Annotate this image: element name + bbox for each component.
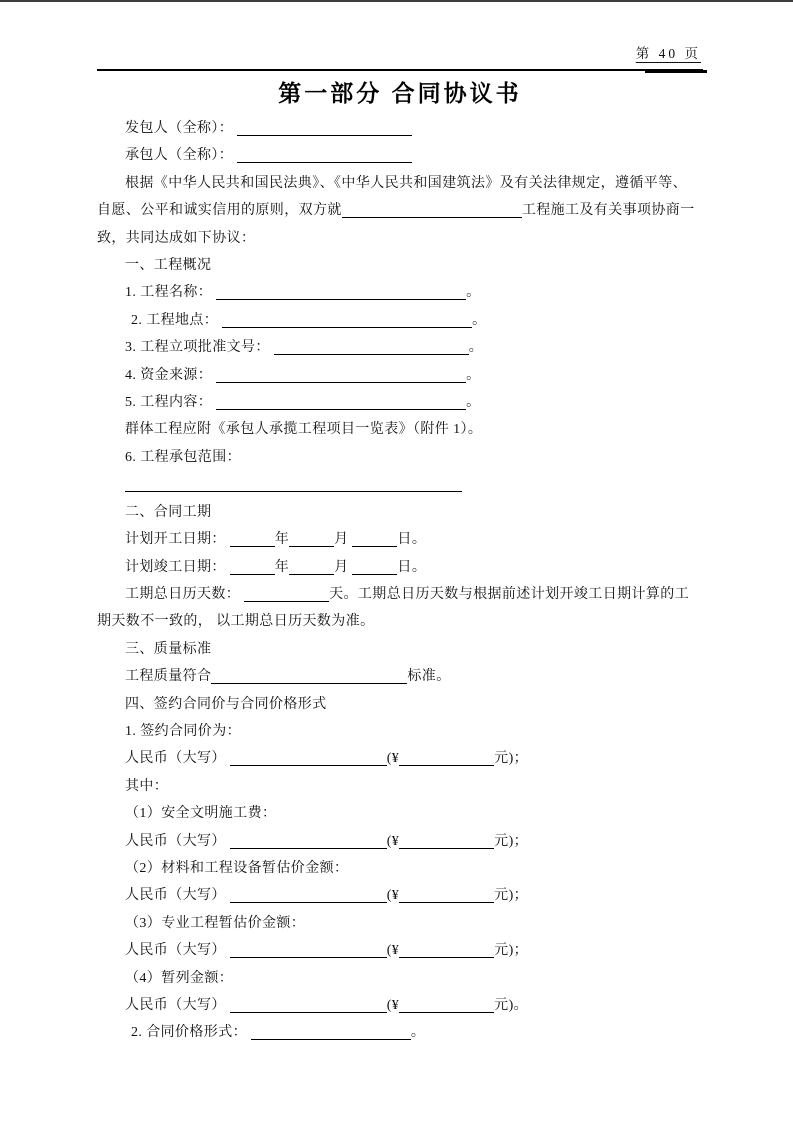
page-header (97, 2, 703, 71)
text-segment: 。 (468, 340, 484, 356)
text-segment: 。 (472, 312, 487, 328)
blank-field (230, 944, 387, 958)
text-segment: 4. 资金来源： (125, 367, 217, 383)
page-number-underline-bar (645, 70, 707, 73)
document-line (97, 800, 703, 827)
text-segment: 工程质量符合 (125, 669, 212, 685)
document-line (97, 115, 703, 142)
text-segment: 6. 工程承包范围： (125, 449, 241, 465)
text-segment: 元)； (494, 888, 529, 904)
document-line (97, 252, 703, 279)
blank-field (342, 204, 522, 218)
document-line (97, 444, 703, 471)
blank-field (352, 561, 397, 575)
text-segment: 三、质量标准 (125, 641, 212, 657)
blank-field (352, 533, 397, 547)
blank-field (399, 835, 494, 849)
document-line (97, 142, 703, 169)
text-segment: 四、签约合同价与合同价格形式 (125, 696, 327, 712)
blank-field (216, 396, 466, 410)
text-segment: （2）材料和工程设备暂估价金额： (125, 860, 349, 876)
document-line (97, 1019, 703, 1046)
document-line (97, 362, 703, 389)
blank-field (251, 1026, 411, 1040)
text-segment: 。 (466, 367, 481, 383)
document-line (97, 828, 703, 855)
blank-field (230, 533, 275, 547)
document-line (97, 910, 703, 937)
blank-field (230, 999, 387, 1013)
document-line (97, 581, 703, 636)
text-segment: 年 (274, 559, 290, 575)
document-line (97, 389, 703, 416)
text-segment: (¥ (386, 943, 400, 959)
text-segment: 5. 工程内容： (125, 395, 217, 411)
text-segment: 人民币（大写） (125, 998, 230, 1013)
text-segment: 人民币（大写） (125, 751, 230, 767)
text-segment: 人民币（大写） (125, 888, 230, 904)
text-segment: 工程施工及有关事项协商一致，共同达成如下协议： (97, 203, 695, 246)
text-segment: 其中： (125, 778, 169, 794)
text-segment: (¥ (386, 998, 400, 1013)
text-segment: 一、工程概况 (125, 258, 212, 274)
document-line (97, 471, 703, 498)
text-segment: （3）专业工程暂估价金额： (125, 915, 306, 931)
text-segment: 群体工程应附《承包人承揽工程项目一览表》（附件 1）。 (125, 422, 483, 438)
text-segment: 承包人（全称）： (125, 148, 238, 164)
text-segment: 。 (466, 285, 481, 301)
text-segment: 元)； (494, 751, 529, 767)
page-number-container (97, 46, 703, 69)
document-line (97, 636, 703, 663)
text-segment: 元)； (494, 943, 529, 959)
text-segment: (¥ (386, 833, 400, 849)
document-line (97, 499, 703, 526)
text-segment: 发包人（全称）： (125, 121, 238, 136)
text-segment: 根据《中华人民共和国民法典》、《中华人民共和国建筑法》及有关法律规定，遵循平等、 自愿、公平和诚实信用的原则，双方就 (97, 175, 687, 219)
text-segment: （4）暂列金额： (125, 970, 234, 986)
blank-field (237, 149, 412, 163)
document-line (97, 937, 703, 964)
text-segment: 月 (334, 559, 353, 575)
document-line (97, 992, 703, 1019)
blank-field (230, 561, 275, 575)
document-line (97, 773, 703, 800)
text-segment: 。 (410, 1025, 426, 1041)
blank-field (222, 314, 472, 328)
text-segment: 月 (334, 532, 353, 548)
document-line (97, 334, 703, 361)
text-segment: 年 (274, 532, 290, 548)
blank-field (399, 752, 494, 766)
document-line (97, 416, 703, 443)
text-segment: 。 (466, 395, 481, 411)
text-segment: 2. 工程地点： (131, 312, 223, 328)
text-segment: 工期总日历天数： (125, 586, 245, 602)
blank-field (230, 752, 387, 766)
blank-field (216, 369, 466, 383)
blank-field (274, 341, 469, 355)
document-page (97, 2, 703, 1047)
document-body (97, 115, 703, 1047)
blank-field (211, 670, 407, 684)
page-number: 第 40 页 (635, 46, 701, 61)
blank-field (289, 533, 334, 547)
blank-field (237, 122, 412, 136)
text-segment: 人民币（大写） (125, 833, 230, 849)
blank-field (399, 889, 494, 903)
blank-field (216, 286, 466, 300)
text-segment: 计划开工日期： (125, 532, 230, 548)
text-segment: （1）安全文明施工费： (125, 806, 277, 822)
text-segment: 2. 合同价格形式： (131, 1025, 251, 1041)
text-segment: 3. 工程立项批准文号： (125, 340, 274, 356)
document-line (97, 745, 703, 772)
text-segment: 元)。 (494, 998, 529, 1013)
blank-field (125, 478, 462, 492)
text-segment: 标准。 (407, 669, 451, 685)
blank-field (230, 889, 387, 903)
blank-field (399, 944, 494, 958)
document-line (97, 554, 703, 581)
text-segment: 天。工期总日历天数与根据前述计划开竣工日期计算的工期天数不一致的， 以工期总日历天数为准。 (97, 586, 690, 630)
document-line (97, 965, 703, 992)
text-segment: (¥ (386, 751, 400, 767)
document-line (97, 279, 703, 306)
blank-field (399, 999, 494, 1013)
blank-field (244, 588, 329, 602)
document-line (97, 691, 703, 718)
text-segment: 人民币（大写） (125, 943, 230, 959)
document-line (97, 307, 703, 334)
document-line (97, 855, 703, 882)
text-segment: (¥ (386, 888, 400, 904)
text-segment: 1. 工程名称： (125, 285, 217, 301)
document-line (97, 170, 703, 252)
text-segment: 计划竣工日期： (125, 559, 230, 575)
text-segment: 日。 (397, 532, 427, 548)
blank-field (230, 835, 387, 849)
blank-field (289, 561, 334, 575)
text-segment: 二、合同工期 (125, 504, 212, 520)
document-title: 第一部分 合同协议书 (278, 80, 522, 106)
text-segment: 日。 (397, 559, 427, 575)
document-line (97, 526, 703, 553)
document-line (97, 882, 703, 909)
text-segment: 1. 签约合同价为： (125, 723, 241, 739)
text-segment: 元)； (494, 833, 529, 849)
document-line (97, 718, 703, 745)
document-line (97, 663, 703, 690)
